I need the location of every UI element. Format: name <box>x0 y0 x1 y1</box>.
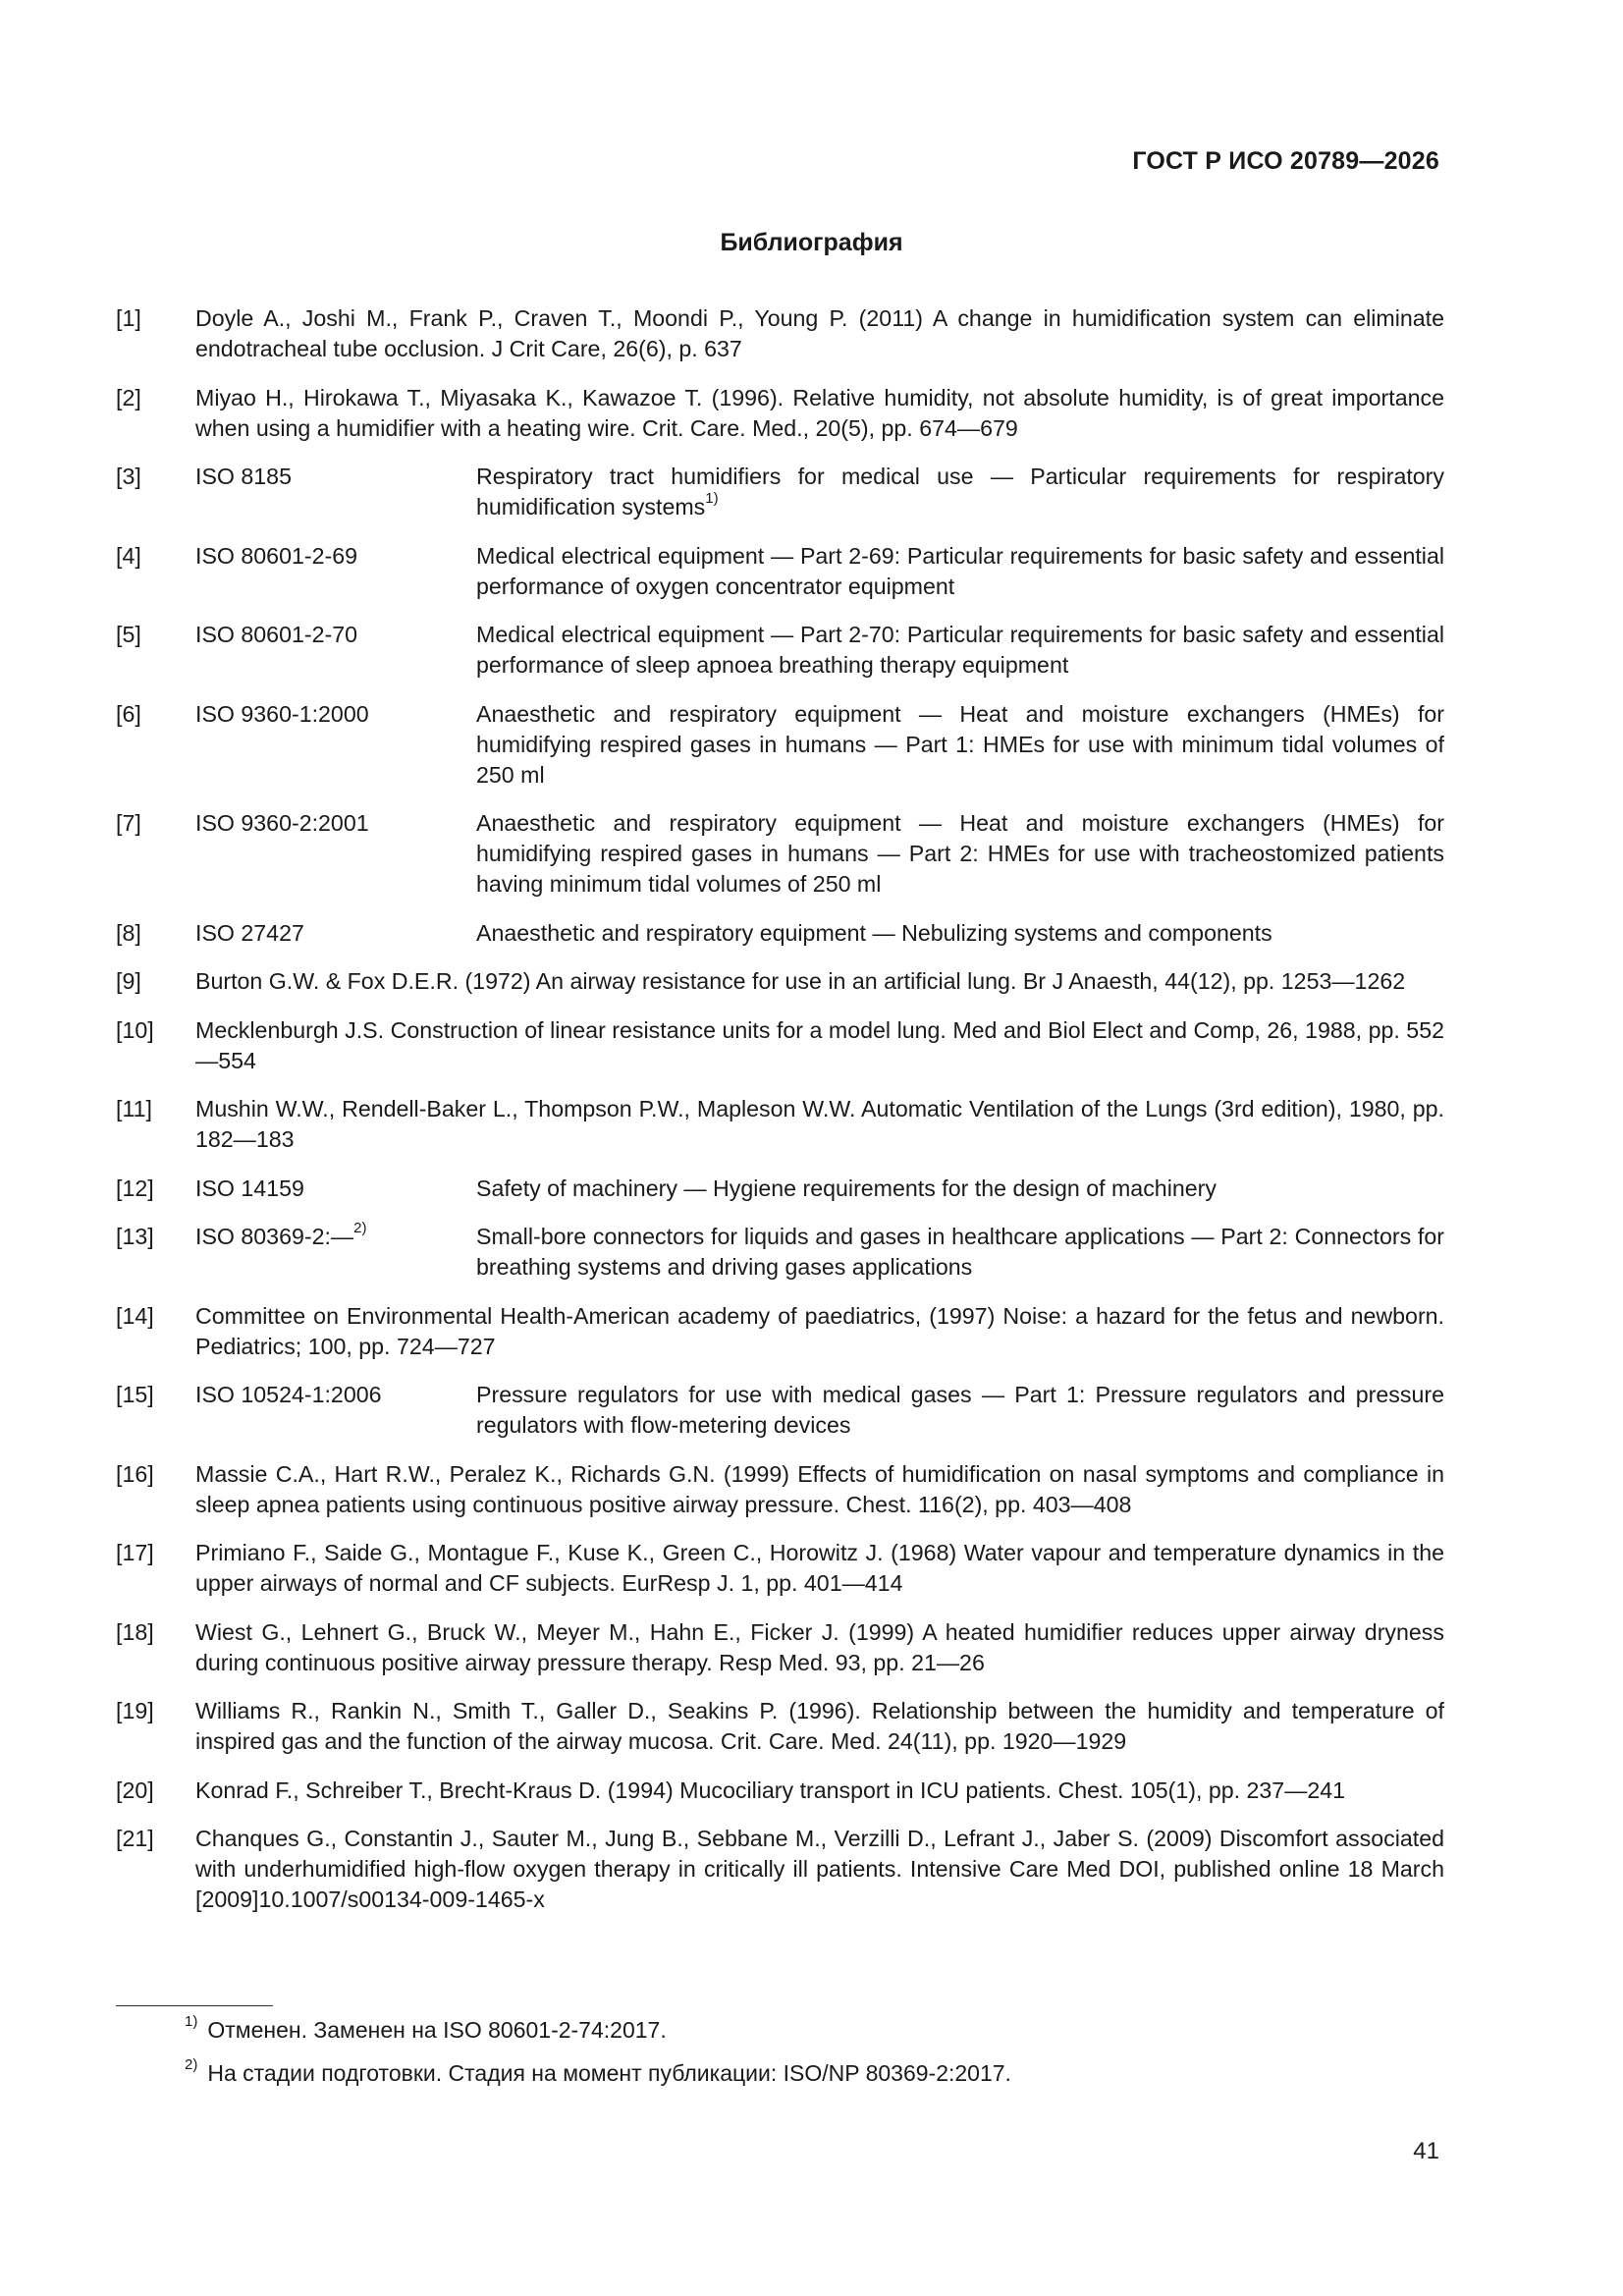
reference-number: [7] <box>116 810 141 836</box>
reference-number: [21] <box>116 1826 154 1851</box>
reference-title: Safety of machinery — Hygiene requirements for the design of machinery <box>476 1175 1217 1201</box>
reference-number: [4] <box>116 542 141 569</box>
reference-number: [15] <box>116 1382 154 1407</box>
reference-number: [8] <box>116 919 141 946</box>
reference-number: [17] <box>116 1540 154 1565</box>
reference-text: Chanques G., Constantin J., Sauter M., Jung B., Sebbane M., Verzilli D., Lefrant J., Jaber S. (2009) Discomfort associated with underhumidified high-flow oxygen therapy in critically ill patients. Intensive Care Med DOI, published online 18 March [2009]10.1007/s00134-009-1465-x <box>195 1826 1444 1912</box>
reference-code: ISO 80369-2:—$^{2)}$ <box>195 1220 367 1249</box>
footnotes <box>185 2015 1011 2102</box>
reference-code: ISO 27427 <box>195 919 304 946</box>
reference-title: Medical electrical equipment — Part 2-70: Particular requirements for basic safety and essential performance of sleep apnoea breathing therapy equipment <box>476 622 1444 678</box>
footnote <box>185 2015 1011 2046</box>
reference-number: [16] <box>116 1460 154 1487</box>
reference-number: [9] <box>116 968 141 994</box>
reference-item <box>116 1015 1444 1076</box>
reference-item <box>116 1696 1444 1757</box>
reference-item <box>116 966 1444 997</box>
reference-number: [2] <box>116 384 141 410</box>
reference-code: ISO 8185 <box>195 464 292 489</box>
reference-number: [11] <box>116 1096 152 1121</box>
reference-code: ISO 14159 <box>195 1175 304 1201</box>
reference-item <box>116 1094 1444 1155</box>
reference-text: Williams R., Rankin N., Smith T., Galler D., Seakins P. (1996). Relationship between the humidity and temperature of inspired gas and the function of the airway mucosa. Crit. Care. Med. 24(11), pp. 1920—1929 <box>195 1698 1444 1754</box>
reference-title: Respiratory tract humidifiers for medical use — Particular requirements for respiratory humidification systems$^{1)}$ <box>476 464 1444 519</box>
footnote-mark: 1) <box>705 490 719 508</box>
reference-title: Small-bore connectors for liquids and gases in healthcare applications — Part 2: Connectors for breathing systems and driving gases applications <box>476 1224 1444 1280</box>
reference-code: ISO 10524-1:2006 <box>195 1382 382 1407</box>
standard-id: ГОСТ Р ИСО 20789—2026 <box>1132 147 1439 175</box>
page-number: 41 <box>1413 2138 1439 2164</box>
reference-code: ISO 9360-1:2000 <box>195 700 369 727</box>
reference-number: [3] <box>116 464 141 489</box>
reference-item <box>116 462 1444 522</box>
footnote <box>185 2058 1011 2089</box>
reference-number: [12] <box>116 1175 154 1201</box>
reference-number: [10] <box>116 1016 154 1043</box>
reference-text: Mushin W.W., Rendell-Baker L., Thompson P.W., Mapleson W.W. Automatic Ventilation of the Lungs (3rd edition), 1980, pp. 182—183 <box>195 1096 1444 1152</box>
reference-item <box>116 383 1444 444</box>
reference-number: [14] <box>116 1302 154 1329</box>
reference-item <box>116 1301 1444 1362</box>
footnote-text: Отменен. Заменен на ISO 80601-2-74:2017. <box>207 2017 667 2043</box>
section-title: Библиография <box>720 229 903 256</box>
reference-code: ISO 9360-2:2001 <box>195 810 369 836</box>
footnote-divider <box>116 2005 273 2006</box>
reference-item <box>116 1459 1444 1520</box>
reference-text: Doyle A., Joshi M., Frank P., Craven T., Moondi P., Young P. (2011) A change in humidification system can eliminate endotracheal tube occlusion. J Crit Care, 26(6), p. 637 <box>195 305 1444 361</box>
footnote-text: На стадии подготовки. Стадия на момент публикации: ISO/NP 80369-2:2017. <box>207 2060 1011 2086</box>
reference-item <box>116 303 1444 364</box>
reference-code: ISO 80601-2-69 <box>195 542 357 569</box>
reference-text: Wiest G., Lehnert G., Bruck W., Meyer M., Hahn E., Ficker J. (1999) A heated humidifier reduces upper airway dryness during continuous positive airway pressure therapy. Resp Med. 93, pp. 21—26 <box>195 1618 1444 1675</box>
reference-number: [13] <box>116 1224 154 1249</box>
reference-text: Mecklenburgh J.S. Construction of linear resistance units for a model lung. Med and Biol Elect and Comp, 26, 1988, pp. 552—554 <box>195 1016 1444 1073</box>
reference-item <box>116 1174 1444 1204</box>
footnote-mark: 2) <box>185 2056 198 2074</box>
reference-title: Anaesthetic and respiratory equipment — Nebulizing systems and components <box>476 919 1272 946</box>
reference-item <box>116 1380 1444 1441</box>
reference-text: Massie C.A., Hart R.W., Peralez K., Richards G.N. (1999) Effects of humidification on nasal symptoms and compliance in sleep apnea patients using continuous positive airway pressure. Chest. 116(2), pp. 403—408 <box>195 1460 1444 1517</box>
reference-text: Primiano F., Saide G., Montague F., Kuse K., Green C., Horowitz J. (1968) Water vapour and temperature dynamics in the upper airways of normal and CF subjects. EurResp J. 1, pp. 401—414 <box>195 1540 1444 1596</box>
footnote-mark: 2) <box>353 1220 367 1237</box>
reference-item <box>116 1222 1444 1283</box>
reference-item <box>116 1617 1444 1678</box>
bibliography-list <box>116 303 1444 1934</box>
reference-number: [1] <box>116 305 141 331</box>
reference-number: [5] <box>116 622 141 647</box>
reference-title: Anaesthetic and respiratory equipment — Heat and moisture exchangers (HMEs) for humidifying respired gases in humans — Part 2: HMEs for use with tracheostomized patients having minimum tidal volumes of 250 ml <box>476 810 1444 897</box>
reference-text: Miyao H., Hirokawa T., Miyasaka K., Kawazoe T. (1996). Relative humidity, not absolute humidity, is of great importance when using a humidifier with a heating wire. Crit. Care. Med., 20(5), pp. 674—679 <box>195 384 1444 441</box>
reference-item <box>116 808 1444 900</box>
reference-number: [6] <box>116 700 141 727</box>
footnote-mark: 1) <box>185 2013 198 2031</box>
reference-code: ISO 80601-2-70 <box>195 622 357 647</box>
reference-title: Medical electrical equipment — Part 2-69: Particular requirements for basic safety and essential performance of oxygen concentrator equipment <box>476 542 1444 599</box>
reference-number: [18] <box>116 1618 154 1645</box>
reference-title: Anaesthetic and respiratory equipment — Heat and moisture exchangers (HMEs) for humidifying respired gases in humans — Part 1: HMEs for use with minimum tidal volumes of 250 ml <box>476 700 1444 788</box>
reference-title: Pressure regulators for use with medical gases — Part 1: Pressure regulators and pressure regulators with flow-metering devices <box>476 1382 1444 1438</box>
reference-item <box>116 699 1444 791</box>
reference-text: Committee on Environmental Health-American academy of paediatrics, (1997) Noise: a hazard for the fetus and newborn. Pediatrics; 100, pp. 724—727 <box>195 1302 1444 1359</box>
reference-item <box>116 1776 1444 1806</box>
reference-item <box>116 918 1444 949</box>
reference-text: Konrad F., Schreiber T., Brecht-Kraus D. (1994) Mucociliary transport in ICU patients. Chest. 105(1), pp. 237—241 <box>195 1777 1346 1803</box>
reference-text: Burton G.W. & Fox D.E.R. (1972) An airway resistance for use in an artificial lung. Br J Anaesth, 44(12), pp. 1253—1262 <box>195 968 1406 994</box>
reference-item <box>116 1824 1444 1915</box>
reference-item <box>116 541 1444 602</box>
reference-item <box>116 1538 1444 1599</box>
reference-item <box>116 620 1444 681</box>
reference-number: [20] <box>116 1777 154 1803</box>
reference-number: [19] <box>116 1698 154 1723</box>
